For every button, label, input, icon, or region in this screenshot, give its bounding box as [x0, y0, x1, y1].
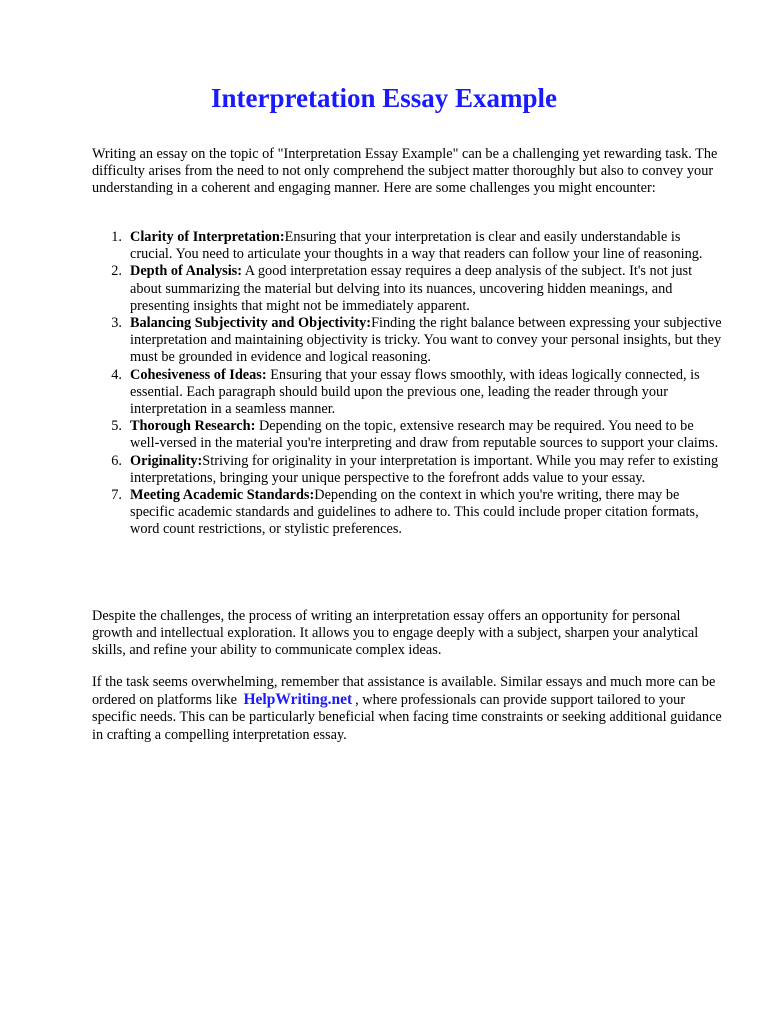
list-item-text: Ensuring that your essay flows smoothly, with ideas logically connected, is essential. Each paragraph should build upon the previous one, leading the reader through your interpretation in a seamless manner. [130, 366, 700, 418]
challenges-list [92, 229, 722, 539]
list-item-number: 6. [111, 452, 122, 469]
list-item [92, 487, 722, 539]
list-item [92, 263, 722, 315]
list-item-text: A good interpretation essay requires a deep analysis of the subject. It's not just about summarizing the material but delving into its nuances, uncovering hidden meanings, and presenting insights that might not be immediately apparent. [130, 263, 693, 314]
list-item-term: Balancing Subjectivity and Objectivity: [130, 315, 372, 332]
list-item-text: Striving for originality in your interpretation is important. While you may refer to existing interpretations, bringing your unique perspective to the forefront adds value to your essay. [130, 452, 719, 486]
list-item-text: Depending on the context in which you're writing, there may be specific academic standards and guidelines to adhere to. This could include proper citation formats, word count restrictions, or stylistic preferences. [130, 487, 699, 538]
list-item-term: Originality: [130, 452, 203, 469]
list-item-term: Cohesiveness of Ideas: [130, 366, 267, 383]
list-item [92, 315, 722, 367]
list-item-number: 4. [111, 366, 122, 383]
list-item-text: Ensuring that your interpretation is clear and easily understandable is crucial. You need to articulate your thoughts in a way that readers can follow your line of reasoning. [130, 229, 703, 263]
helpwriting-link[interactable]: HelpWriting.net [243, 691, 353, 709]
list-item [92, 229, 722, 263]
list-item [92, 418, 722, 452]
conclusion-paragraph: Despite the challenges, the process of writing an interpretation essay offers an opportunity for personal growth and intellectual exploration. It allows you to engage deeply with a subject, sharpen your analytical skills, and refine your ability to communicate complex ideas. [92, 608, 699, 659]
list-item-number: 3. [111, 315, 122, 332]
list-item-term: Depth of Analysis: [130, 263, 243, 280]
list-item-text: Depending on the topic, extensive research may be required. You need to be well-versed in the material you're interpreting and draw from reputable sources to support your claims. [130, 418, 719, 452]
page-title: Interpretation Essay Example [210, 83, 557, 113]
list-item-number: 2. [111, 263, 122, 280]
list-item-number: 1. [111, 229, 122, 245]
list-item-number: 7. [111, 487, 122, 504]
list-item-term: Clarity of Interpretation: [130, 229, 285, 245]
list-item-term: Thorough Research: [130, 418, 256, 435]
assistance-text-before-link: If the task seems overwhelming, remember that assistance is available. Similar essays and much more can be ordered on platforms like [92, 674, 716, 709]
list-item-number: 5. [111, 418, 122, 435]
list-item [92, 367, 722, 419]
list-item-text: Finding the right balance between expressing your subjective interpretation and maintaining objectivity is tricky. You want to convey your personal insights, but they must be grounded in evidence and logical reasoning. [130, 315, 722, 366]
assistance-text-after-link: , where professionals can provide support tailored to your specific needs. This can be particularly beneficial when facing time constraints or seeking additional guidance in crafting a compelling interpretation essay. [92, 692, 722, 743]
intro-paragraph: Writing an essay on the topic of "Interpretation Essay Example" can be a challenging yet rewarding task. The difficulty arises from the need to not only comprehend the subject matter thoroughly but also to convey your understanding in a coherent and engaging manner. Here are some challenges you might encounter: [92, 146, 718, 197]
assistance-paragraph [92, 674, 722, 744]
list-item [92, 453, 722, 487]
list-item-term: Meeting Academic Standards: [130, 487, 315, 504]
